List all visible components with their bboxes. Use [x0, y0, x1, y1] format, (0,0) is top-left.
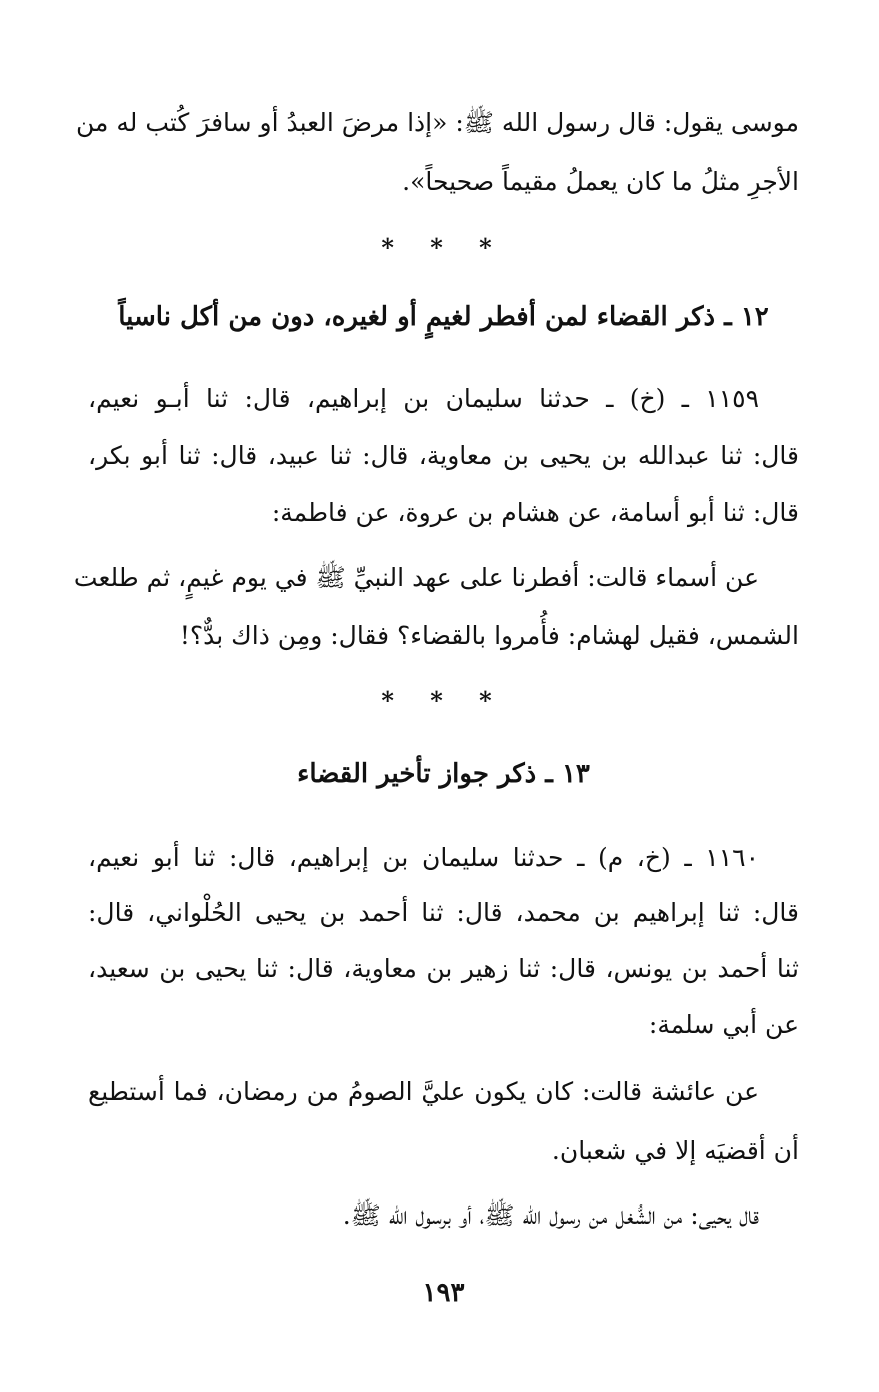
hadith-1160-matn-line-1: عن عائشة قالت: كان يكون عليَّ الصومُ من رمضان، فما أستطيع: [88, 1077, 759, 1106]
hadith-1160-isnad-line-2: قال: ثنا إبراهيم بن محمد، قال: ثنا أحمد بن يحيى الحُلْواني، قال:: [88, 898, 799, 927]
hadith-1159-isnad-line-1: ١١٥٩ ـ (خ) ـ حدثنا سليمان بن إبراهيم، قال: ثنا أبـو نعيم،: [88, 384, 759, 413]
section-separator: * * *: [381, 686, 506, 715]
hadith-1159-matn-line-2: الشمس، فقيل لهشام: فأُمروا بالقضاء؟ فقال: ومِن ذاك بدٌّ؟!: [179, 621, 799, 650]
hadith-1159-matn-line-1: عن أسماء قالت: أفطرنا على عهد النبيِّ ﷺ في يوم غيمٍ، ثم طلعت: [73, 563, 759, 592]
hadith-1160-note: قال يحيى: من الشُّغل من رسول الله ﷺ، أو برسول الله ﷺ.: [342, 1201, 759, 1230]
page-number: ١٩٣: [422, 1278, 465, 1308]
hadith-1159-isnad-line-2: قال: ثنا عبدالله بن يحيى بن معاوية، قال: ثنا عبيد، قال: ثنا أبو بكر،: [88, 441, 799, 470]
book-page: [73, 0, 799, 1392]
hadith-1160-isnad-line-4: عن أبي سلمة:: [648, 1010, 799, 1039]
hadith-1160-isnad-line-3: ثنا أحمد بن يونس، قال: ثنا زهير بن معاوية، قال: ثنا يحيى بن سعيد،: [88, 954, 799, 983]
opening-line-2: الأجرِ مثلُ ما كان يعملُ مقيماً صحيحاً».: [402, 167, 799, 196]
hadith-1160-isnad-line-1: ١١٦٠ ـ (خ، م) ـ حدثنا سليمان بن إبراهيم، قال: ثنا أبو نعيم،: [88, 843, 759, 872]
section-separator: * * *: [381, 233, 506, 262]
section-13-heading: ١٣ ـ ذكر جواز تأخير القضاء: [297, 759, 590, 789]
opening-line-1: موسى يقول: قال رسول الله ﷺ: «إذا مرضَ العبدُ أو سافرَ كُتب له من: [76, 108, 799, 137]
section-12-heading: ١٢ ـ ذكر القضاء لمن أفطر لغيمٍ أو لغيره، دون من أكل ناسياً: [118, 302, 769, 332]
hadith-1159-isnad-line-3: قال: ثنا أبو أسامة، عن هشام بن عروة، عن فاطمة:: [271, 498, 799, 527]
hadith-1160-matn-line-2: أن أقضيَه إلا في شعبان.: [551, 1136, 799, 1165]
